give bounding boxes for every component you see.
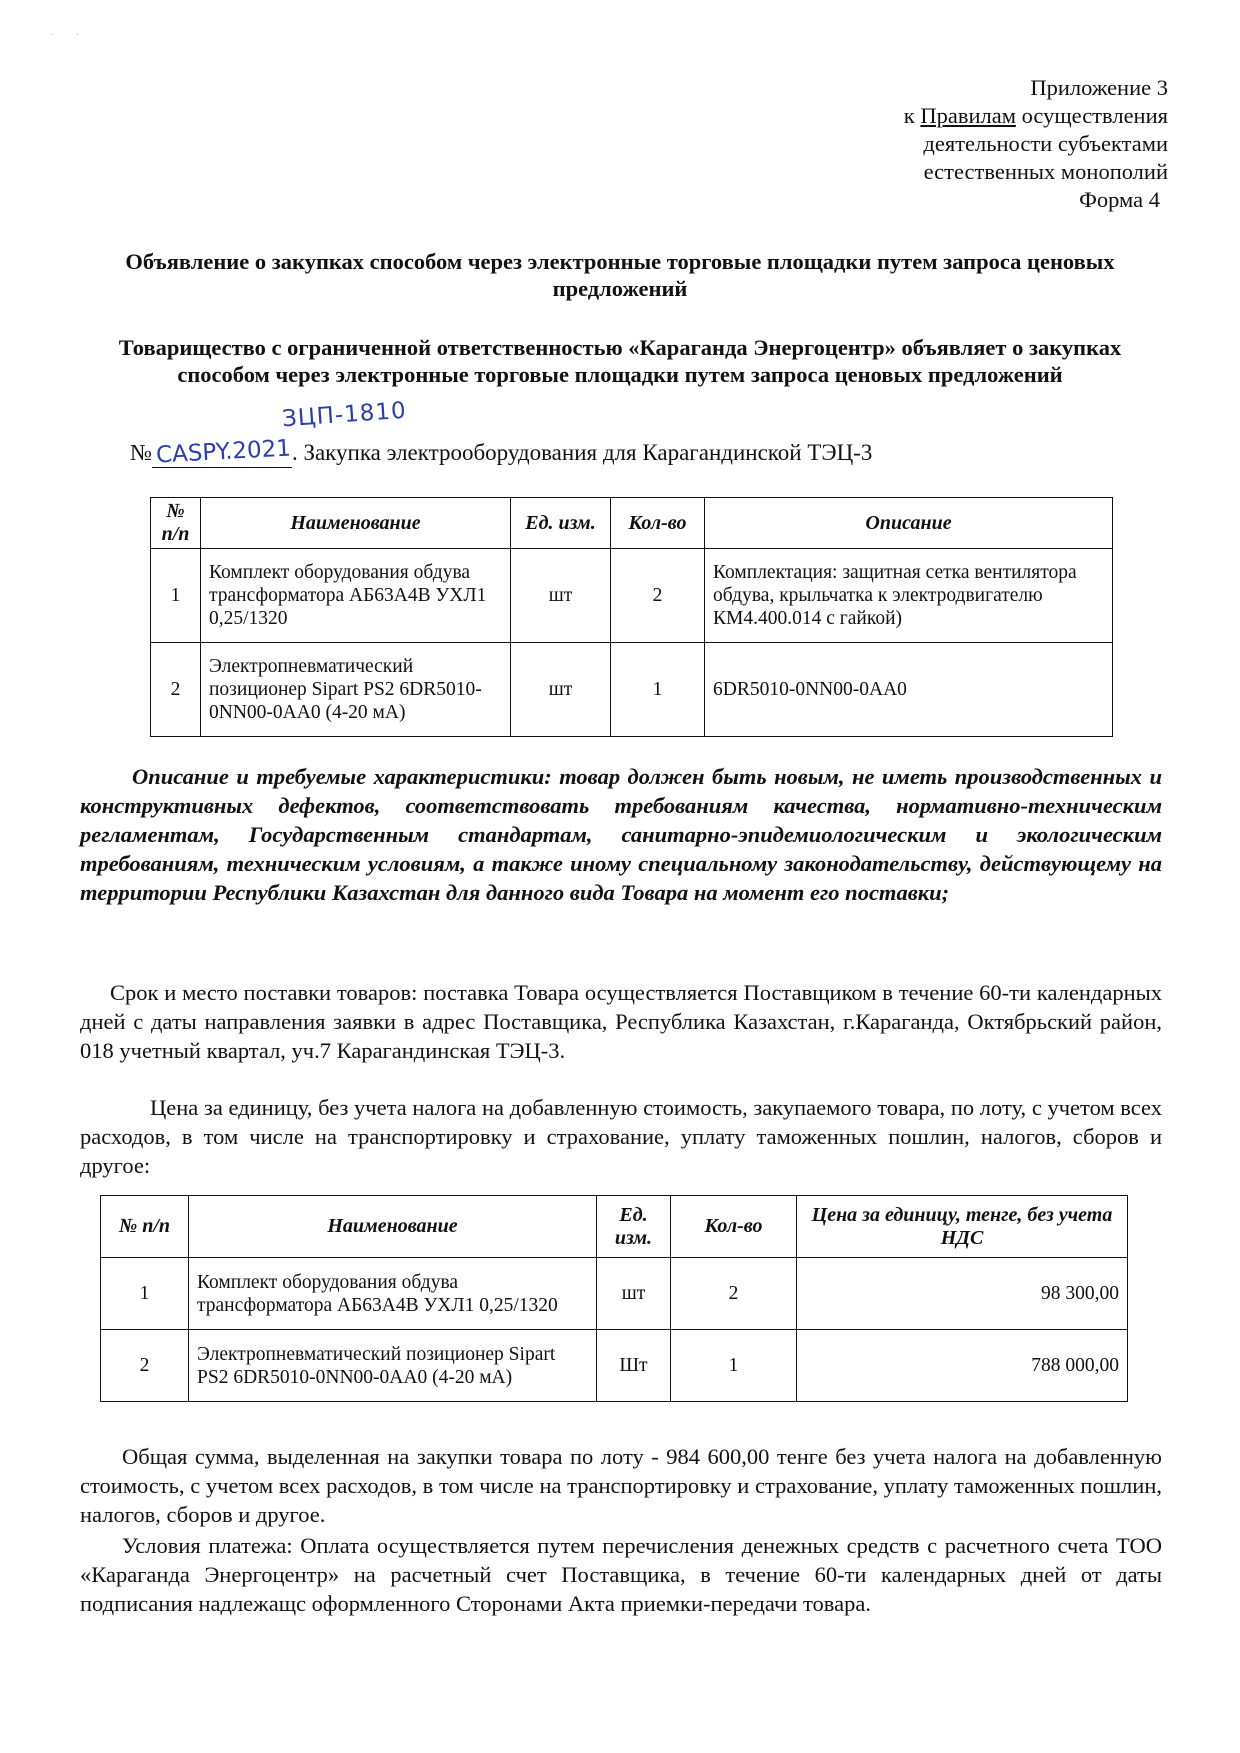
table-row xyxy=(151,643,1113,737)
scan-speck: · · xyxy=(50,30,80,41)
header-cell: Ед. изм. xyxy=(511,498,611,549)
item-description: Комплектация: защитная сетка вентилятора обдува, крыльчатка к электродвигателю КМ4.400.014 с гайкой) xyxy=(705,549,1113,643)
row-number: 1 xyxy=(101,1258,189,1330)
header-cell: Кол-во xyxy=(611,498,705,549)
table-row xyxy=(151,549,1113,643)
item-name: Электропневматический позиционер Sipart PS2 6DR5010-0NN00-0AA0 (4-20 мА) xyxy=(189,1330,597,1402)
handwritten-number: CASPY.2021 xyxy=(155,435,292,469)
number-blank xyxy=(152,435,292,469)
item-description: 6DR5010-0NN00-0AA0 xyxy=(705,643,1113,737)
appendix-line: Приложение 3 xyxy=(1030,75,1168,100)
header-cell: Наименование xyxy=(201,498,511,549)
delivery-paragraph: Срок и место поставки товаров: поставка Товара осуществляется Поставщиком в течение 60-ти календарных дней с даты направления заявки в адрес Поставщика, Республика Казахстан, г.Караганда, Октябрьский район, 018 учетный квартал, уч.7 Карагандинская ТЭЦ-3. xyxy=(80,980,1162,1063)
form-number: Форма 4 xyxy=(1079,187,1160,212)
appendix-line: деятельности субъектами xyxy=(923,131,1168,156)
header-cell: Наименование xyxy=(189,1196,597,1258)
payment-paragraph: Условия платежа: Оплата осуществляется путем перечисления денежных средств с расчетного счета ТОО «Караганда Энергоцентр» на расчетный счет Поставщика, в течение 60-ти календарных дней от даты подписания надлежащс оформленного Сторонами Акта приемки-передачи товара. xyxy=(80,1533,1162,1616)
item-price: 98 300,00 xyxy=(797,1258,1128,1330)
table-row xyxy=(101,1258,1128,1330)
item-price: 788 000,00 xyxy=(797,1330,1128,1402)
header-cell: Ед. изм. xyxy=(597,1196,671,1258)
header-cell: Кол-во xyxy=(671,1196,797,1258)
row-number: 1 xyxy=(151,549,201,643)
price-intro-paragraph: Цена за единицу, без учета налога на добавленную стоимость, закупаемого товара, по лоту, с учетом всех расходов, в том числе на транспортировку и страхование, уплату таможенных пошлин, налогов, сборов и другое: xyxy=(80,1095,1162,1178)
row-number: 2 xyxy=(151,643,201,737)
item-quantity: 1 xyxy=(611,643,705,737)
item-quantity: 1 xyxy=(671,1330,797,1402)
item-quantity: 2 xyxy=(611,549,705,643)
item-name: Комплект оборудования обдува трансформатора АБ63А4В УХЛ1 0,25/1320 xyxy=(201,549,511,643)
table-header-row xyxy=(151,498,1113,549)
item-unit: шт xyxy=(511,643,611,737)
table-header-row xyxy=(101,1196,1128,1258)
announcement-number-line xyxy=(130,435,873,469)
rules-link: Правилам xyxy=(920,103,1016,128)
header-cell: № п/п xyxy=(151,498,201,549)
item-quantity: 2 xyxy=(671,1258,797,1330)
item-name: Электропневматический позиционер Sipart PS2 6DR5010-0NN00-0AA0 (4-20 мА) xyxy=(201,643,511,737)
requirements-paragraph: Описание и требуемые характеристики: товар должен быть новым, не иметь производственных и конструктивных дефектов, соответствовать требованиям качества, нормативно-техническим регламентам, Государственным стандартам, санитарно-эпидемиологическим и экологическим требованиям, техническим условиям, а также иному специальному законодательству, действующему на территории Республики Казахстан для данного вида Товара на момент его поставки; xyxy=(80,764,1162,905)
appendix-line: к Правилам осуществления xyxy=(903,103,1168,128)
table-row xyxy=(101,1330,1128,1402)
row-number: 2 xyxy=(101,1330,189,1402)
price-table xyxy=(100,1195,1128,1402)
appendix-line: естественных монополий xyxy=(923,159,1168,184)
header-cell: Цена за единицу, тенге, без учета НДС xyxy=(797,1196,1128,1258)
item-unit: шт xyxy=(597,1258,671,1330)
total-paragraph: Общая сумма, выделенная на закупки товара по лоту - 984 600,00 тенге без учета налога на добавленную стоимость, с учетом всех расходов, в том числе на транспортировку и страхование, уплату таможенных пошлин, налогов, сборов и другое. xyxy=(80,1444,1162,1527)
document-title: Объявление о закупках способом через электронные торговые площадки путем запроса ценовых предложений xyxy=(125,249,1115,301)
header-cell: Описание xyxy=(705,498,1113,549)
item-unit: шт xyxy=(511,549,611,643)
header-cell: № п/п xyxy=(101,1196,189,1258)
handwritten-code: ЗЦП-1810 xyxy=(281,397,408,433)
number-sign: № xyxy=(130,440,152,465)
item-name: Комплект оборудования обдува трансформатора АБ63А4В УХЛ1 0,25/1320 xyxy=(189,1258,597,1330)
items-table xyxy=(150,497,1113,737)
item-unit: Шт xyxy=(597,1330,671,1402)
company-announcement: Товарищество с ограниченной ответственностью «Караганда Энергоцентр» объявляет о закупках способом через электронные торговые площадки путем запроса ценовых предложений xyxy=(118,335,1122,387)
appendix-header xyxy=(748,74,1168,214)
purchase-subject: . Закупка электрооборудования для Карагандинской ТЭЦ-3 xyxy=(291,440,873,465)
